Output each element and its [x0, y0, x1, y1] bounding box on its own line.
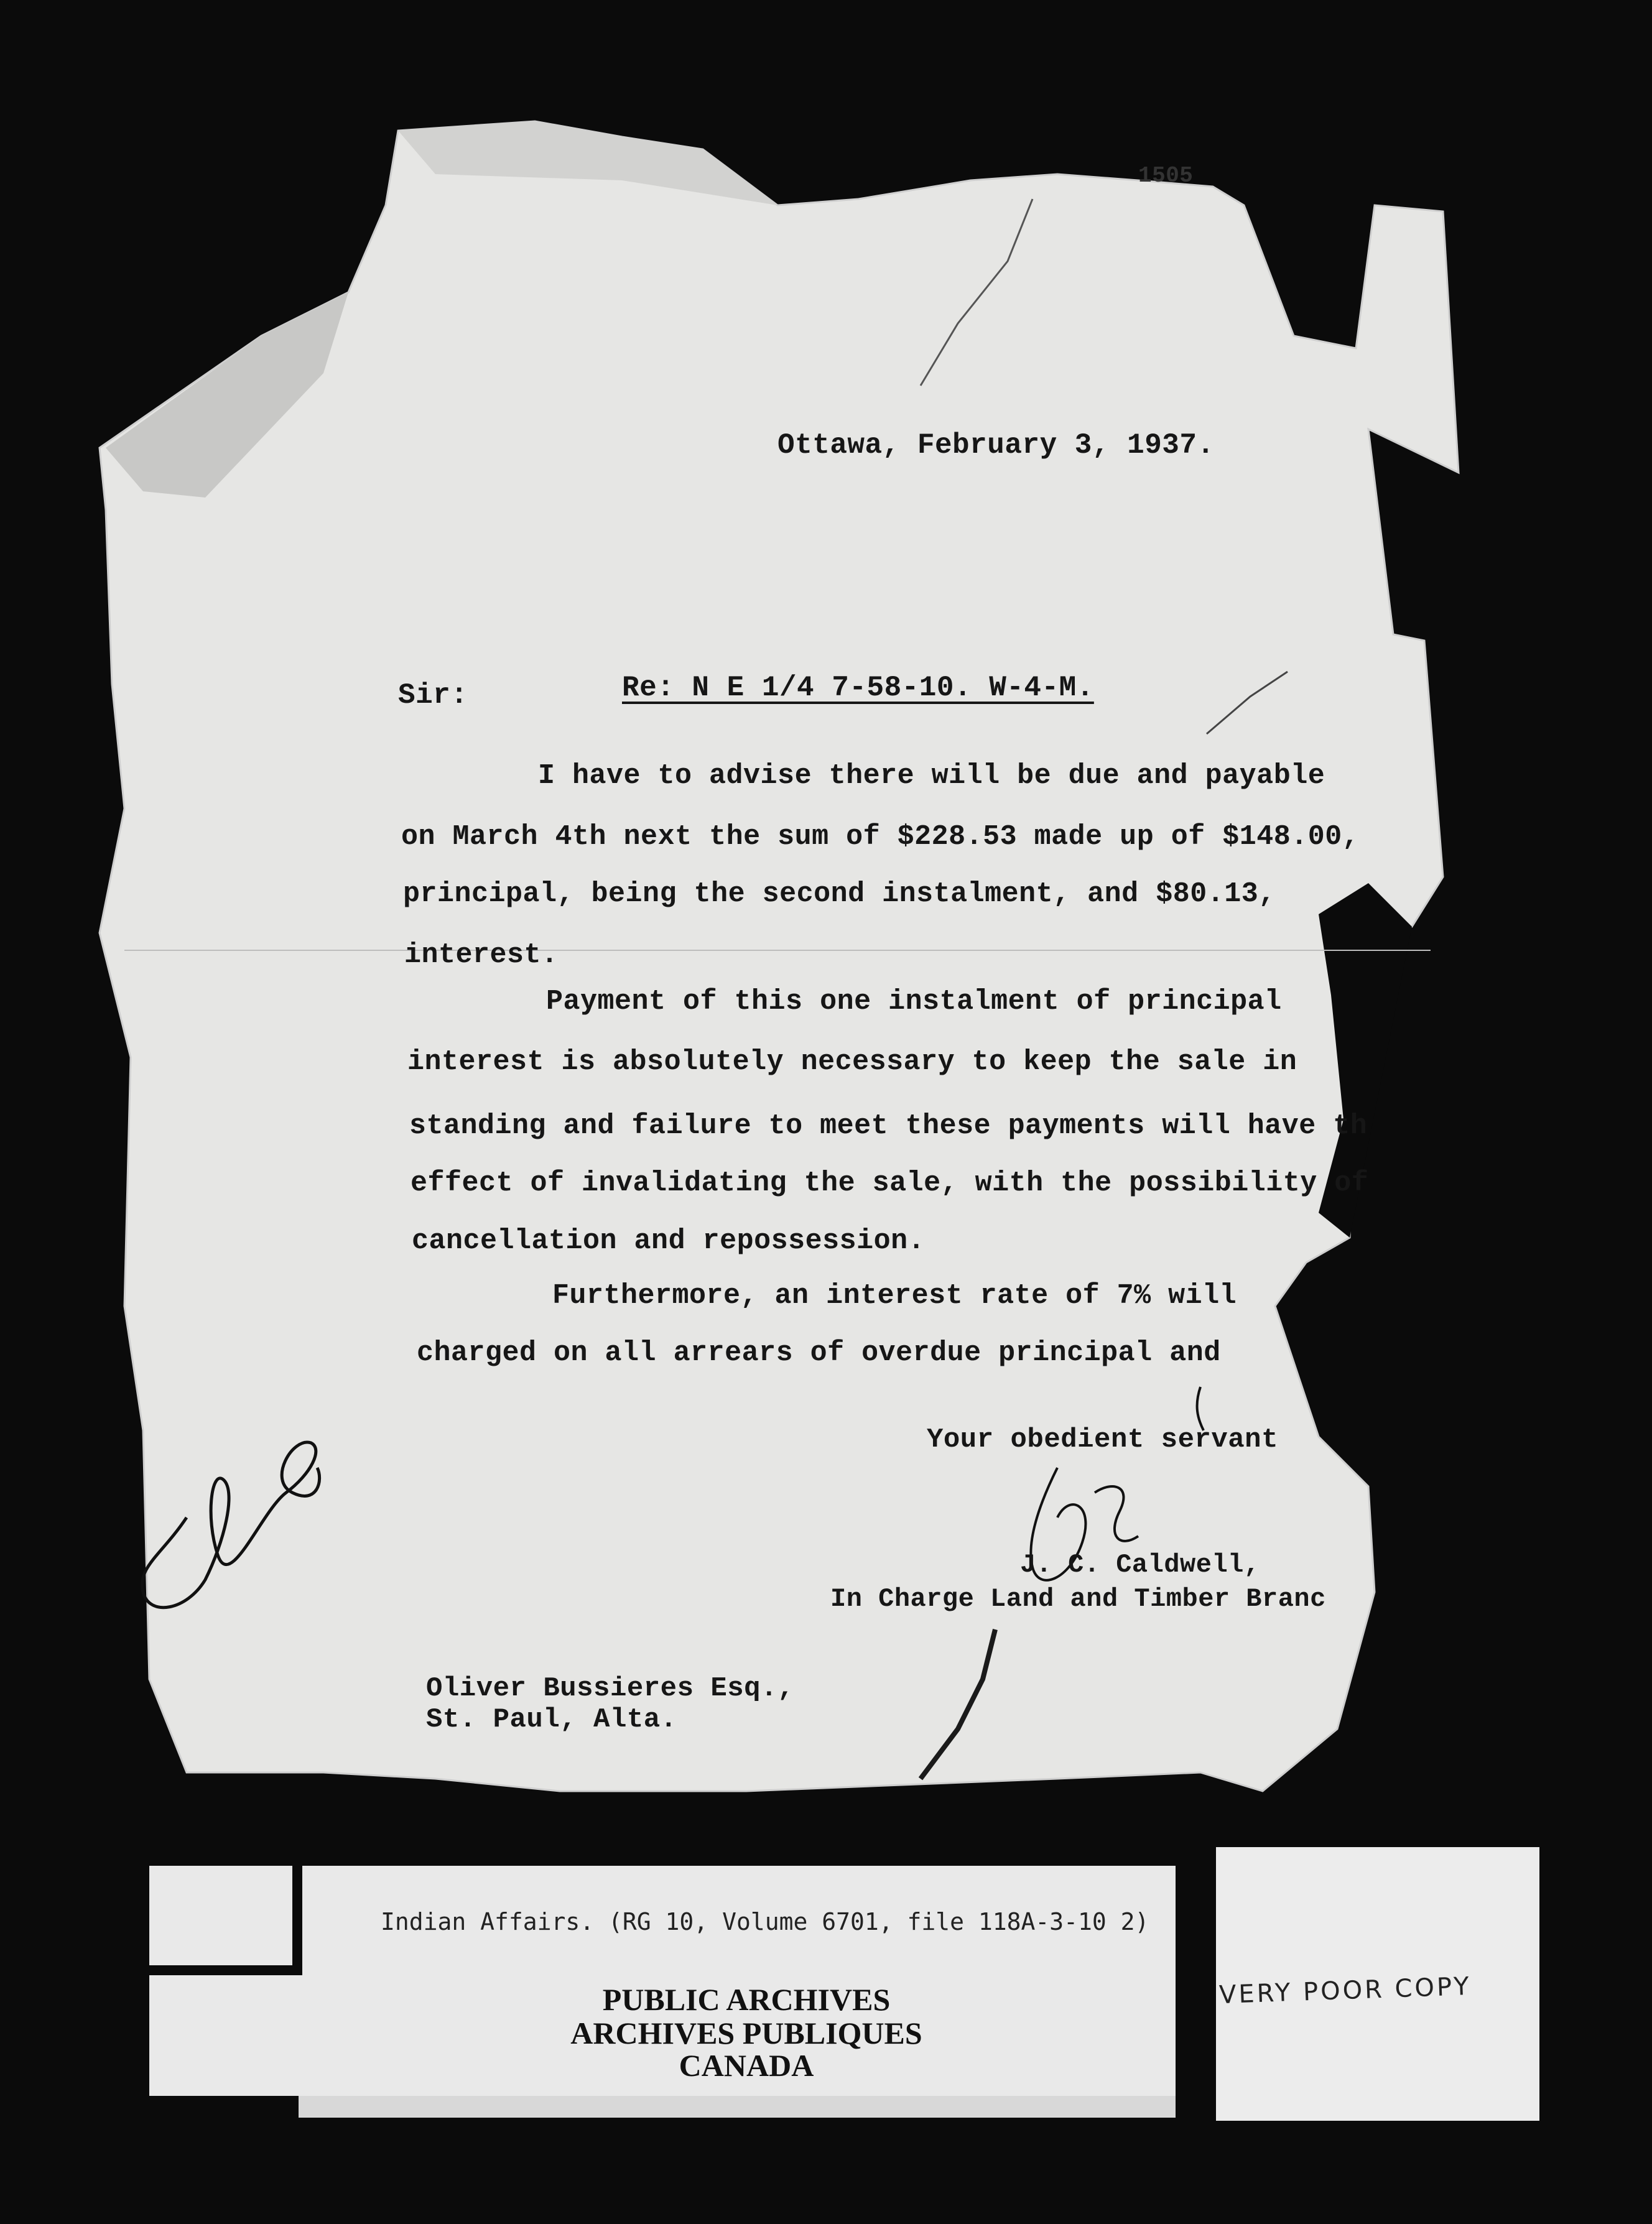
salutation: Sir:	[398, 679, 468, 711]
body-line: I have to advise there will be due and payable	[538, 760, 1325, 792]
body-line: interest is absolutely necessary to keep the sale in	[407, 1046, 1297, 1078]
signer-name: J. C. Caldwell,	[1020, 1550, 1260, 1580]
recipient-address: St. Paul, Alta.	[426, 1704, 677, 1735]
stamp-number: 1505	[1138, 163, 1194, 188]
body-line: Furthermore, an interest rate of 7% will	[552, 1280, 1237, 1312]
body-line: interest.	[404, 939, 559, 971]
archive-label-bottom-strip	[299, 2096, 1176, 2118]
reference-line: Re: N E 1/4 7-58-10. W-4-M.	[622, 672, 1094, 704]
body-line: principal, being the second instalment, and $80.13,	[403, 878, 1276, 910]
place-date: Ottawa, February 3, 1937.	[777, 429, 1215, 461]
body-line: charged on all arrears of overdue principal and	[417, 1337, 1221, 1369]
body-line: Payment of this one instalment of principal	[546, 986, 1282, 1017]
quality-note: VERY POOR COPY	[1218, 1971, 1472, 2010]
archive-title-en: PUBLIC ARCHIVES	[602, 1982, 891, 2017]
archive-title-fr: ARCHIVES PUBLIQUES	[570, 2016, 922, 2050]
archive-label-tab	[149, 1866, 302, 1975]
archive-reference: Indian Affairs. (RG 10, Volume 6701, file 118A-3-10 2)	[381, 1908, 1149, 1935]
recipient-name: Oliver Bussieres Esq.,	[426, 1673, 794, 1704]
body-line: cancellation and repossession.	[412, 1225, 926, 1257]
body-line: on March 4th next the sum of $228.53 made up of $148.00,	[401, 821, 1360, 853]
closing: Your obedient servant	[927, 1424, 1278, 1455]
body-line: effect of invalidating the sale, with the possibility of	[411, 1167, 1369, 1199]
signer-title: In Charge Land and Timber Branc	[830, 1584, 1326, 1614]
body-line: standing and failure to meet these payments will have th	[409, 1110, 1368, 1142]
archive-title-country: CANADA	[679, 2048, 814, 2083]
